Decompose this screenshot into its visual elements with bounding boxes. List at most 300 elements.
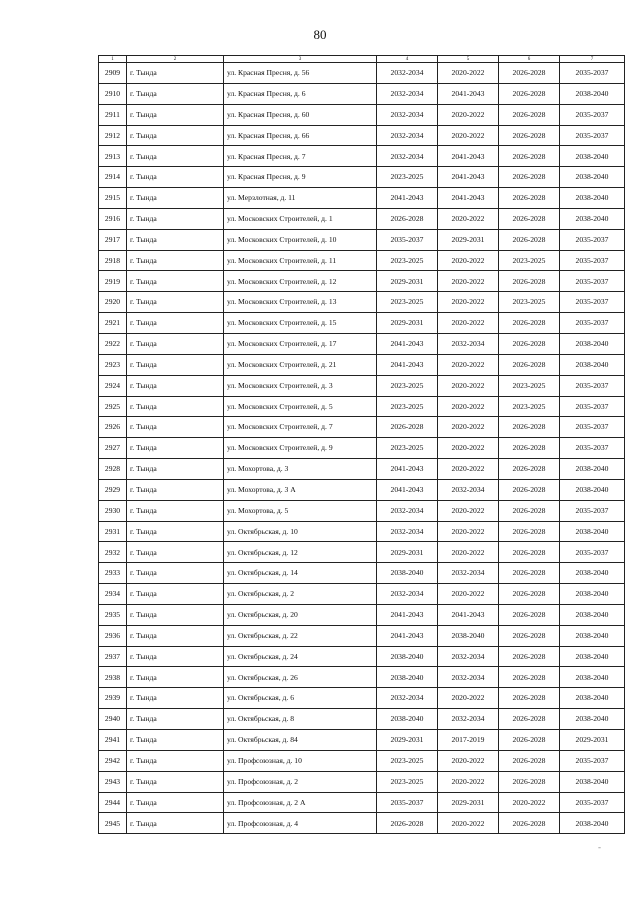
row-number-cell: 2913: [99, 146, 127, 167]
city-cell: г. Тында: [127, 417, 224, 438]
address-cell: ул. Московских Строителей, д. 11: [224, 250, 377, 271]
row-number-cell: 2940: [99, 709, 127, 730]
table-row: [99, 521, 625, 542]
period-4-cell: 2035-2037: [560, 125, 625, 146]
city-cell: г. Тында: [127, 730, 224, 751]
address-cell: ул. Мохортова, д. 5: [224, 500, 377, 521]
table-row: [99, 104, 625, 125]
period-1-cell: 2023-2025: [377, 438, 438, 459]
period-3-cell: 2026-2028: [499, 584, 560, 605]
city-cell: г. Тында: [127, 375, 224, 396]
period-1-cell: 2038-2040: [377, 646, 438, 667]
period-1-cell: 2041-2043: [377, 625, 438, 646]
row-number-cell: 2927: [99, 438, 127, 459]
period-4-cell: 2035-2037: [560, 750, 625, 771]
period-1-cell: 2041-2043: [377, 604, 438, 625]
row-number-cell: 2915: [99, 188, 127, 209]
period-1-cell: 2041-2043: [377, 479, 438, 500]
row-number-cell: 2919: [99, 271, 127, 292]
period-1-cell: 2029-2031: [377, 730, 438, 751]
period-2-cell: 2038-2040: [438, 625, 499, 646]
table-row: [99, 584, 625, 605]
city-cell: г. Тында: [127, 459, 224, 480]
period-2-cell: 2020-2022: [438, 375, 499, 396]
city-cell: г. Тында: [127, 521, 224, 542]
address-cell: ул. Московских Строителей, д. 13: [224, 292, 377, 313]
table-row: [99, 500, 625, 521]
period-1-cell: 2023-2025: [377, 167, 438, 188]
row-number-cell: 2938: [99, 667, 127, 688]
period-4-cell: 2038-2040: [560, 459, 625, 480]
period-3-cell: 2026-2028: [499, 625, 560, 646]
address-cell: ул. Мохортова, д. 3: [224, 459, 377, 480]
address-cell: ул. Октябрьская, д. 12: [224, 542, 377, 563]
period-3-cell: 2023-2025: [499, 250, 560, 271]
address-cell: ул. Московских Строителей, д. 21: [224, 354, 377, 375]
table-row: [99, 563, 625, 584]
address-cell: ул. Октябрьская, д. 22: [224, 625, 377, 646]
city-cell: г. Тында: [127, 646, 224, 667]
address-cell: ул. Октябрьская, д. 6: [224, 688, 377, 709]
row-number-cell: 2924: [99, 375, 127, 396]
period-3-cell: 2026-2028: [499, 563, 560, 584]
city-cell: г. Тында: [127, 584, 224, 605]
table-row: [99, 313, 625, 334]
period-2-cell: 2020-2022: [438, 521, 499, 542]
scan-mark: -: [598, 842, 601, 852]
address-cell: ул. Красная Пресня, д. 56: [224, 63, 377, 84]
period-4-cell: 2038-2040: [560, 521, 625, 542]
period-3-cell: 2026-2028: [499, 813, 560, 834]
row-number-cell: 2926: [99, 417, 127, 438]
table-row: [99, 375, 625, 396]
period-4-cell: 2038-2040: [560, 208, 625, 229]
row-number-cell: 2922: [99, 333, 127, 354]
period-4-cell: 2038-2040: [560, 667, 625, 688]
period-1-cell: 2035-2037: [377, 792, 438, 813]
address-cell: ул. Красная Пресня, д. 60: [224, 104, 377, 125]
row-number-cell: 2914: [99, 167, 127, 188]
city-cell: г. Тында: [127, 500, 224, 521]
table-row: [99, 750, 625, 771]
column-number: 2: [127, 56, 224, 63]
period-3-cell: 2026-2028: [499, 521, 560, 542]
period-3-cell: 2026-2028: [499, 459, 560, 480]
period-3-cell: 2026-2028: [499, 709, 560, 730]
row-number-cell: 2944: [99, 792, 127, 813]
period-3-cell: 2026-2028: [499, 167, 560, 188]
period-3-cell: 2026-2028: [499, 771, 560, 792]
table-row: [99, 125, 625, 146]
city-cell: г. Тында: [127, 313, 224, 334]
table-row: [99, 188, 625, 209]
period-2-cell: 2020-2022: [438, 438, 499, 459]
period-2-cell: 2020-2022: [438, 63, 499, 84]
period-2-cell: 2020-2022: [438, 292, 499, 313]
period-2-cell: 2029-2031: [438, 229, 499, 250]
table-row: [99, 459, 625, 480]
period-2-cell: 2020-2022: [438, 813, 499, 834]
city-cell: г. Тында: [127, 688, 224, 709]
city-cell: г. Тында: [127, 125, 224, 146]
period-3-cell: 2026-2028: [499, 83, 560, 104]
period-2-cell: 2020-2022: [438, 271, 499, 292]
address-cell: ул. Октябрьская, д. 14: [224, 563, 377, 584]
period-1-cell: 2032-2034: [377, 688, 438, 709]
period-1-cell: 2041-2043: [377, 333, 438, 354]
period-2-cell: 2020-2022: [438, 417, 499, 438]
column-number-row: [99, 56, 625, 63]
table-row: [99, 417, 625, 438]
period-4-cell: 2035-2037: [560, 250, 625, 271]
period-4-cell: 2038-2040: [560, 83, 625, 104]
page-number: 80: [313, 27, 327, 42]
period-4-cell: 2038-2040: [560, 688, 625, 709]
row-number-cell: 2929: [99, 479, 127, 500]
table-row: [99, 792, 625, 813]
address-cell: ул. Октябрьская, д. 26: [224, 667, 377, 688]
period-4-cell: 2035-2037: [560, 104, 625, 125]
row-number-cell: 2925: [99, 396, 127, 417]
period-4-cell: 2035-2037: [560, 271, 625, 292]
period-3-cell: 2026-2028: [499, 417, 560, 438]
row-number-cell: 2916: [99, 208, 127, 229]
period-4-cell: 2035-2037: [560, 417, 625, 438]
period-2-cell: 2020-2022: [438, 459, 499, 480]
row-number-cell: 2928: [99, 459, 127, 480]
table-row: [99, 146, 625, 167]
period-2-cell: 2020-2022: [438, 584, 499, 605]
period-1-cell: 2035-2037: [377, 229, 438, 250]
address-cell: ул. Красная Пресня, д. 6: [224, 83, 377, 104]
city-cell: г. Тында: [127, 146, 224, 167]
period-3-cell: 2026-2028: [499, 271, 560, 292]
city-cell: г. Тында: [127, 63, 224, 84]
period-2-cell: 2020-2022: [438, 354, 499, 375]
row-number-cell: 2932: [99, 542, 127, 563]
period-1-cell: 2026-2028: [377, 208, 438, 229]
period-4-cell: 2035-2037: [560, 292, 625, 313]
table-row: [99, 688, 625, 709]
address-cell: ул. Московских Строителей, д. 7: [224, 417, 377, 438]
period-3-cell: 2026-2028: [499, 667, 560, 688]
period-2-cell: 2032-2034: [438, 479, 499, 500]
address-cell: ул. Красная Пресня, д. 7: [224, 146, 377, 167]
period-1-cell: 2029-2031: [377, 271, 438, 292]
city-cell: г. Тында: [127, 438, 224, 459]
city-cell: г. Тында: [127, 563, 224, 584]
period-4-cell: 2035-2037: [560, 63, 625, 84]
address-cell: ул. Красная Пресня, д. 66: [224, 125, 377, 146]
period-2-cell: 2020-2022: [438, 750, 499, 771]
period-4-cell: 2038-2040: [560, 646, 625, 667]
period-1-cell: 2032-2034: [377, 125, 438, 146]
period-1-cell: 2041-2043: [377, 188, 438, 209]
period-4-cell: 2038-2040: [560, 188, 625, 209]
period-1-cell: 2032-2034: [377, 521, 438, 542]
period-1-cell: 2041-2043: [377, 354, 438, 375]
city-cell: г. Тында: [127, 813, 224, 834]
period-3-cell: 2023-2025: [499, 375, 560, 396]
period-3-cell: 2026-2028: [499, 354, 560, 375]
period-2-cell: 2020-2022: [438, 208, 499, 229]
period-4-cell: 2038-2040: [560, 709, 625, 730]
period-1-cell: 2029-2031: [377, 313, 438, 334]
city-cell: г. Тында: [127, 479, 224, 500]
table-row: [99, 542, 625, 563]
address-cell: ул. Мерзлотная, д. 11: [224, 188, 377, 209]
row-number-cell: 2921: [99, 313, 127, 334]
city-cell: г. Тында: [127, 354, 224, 375]
period-2-cell: 2020-2022: [438, 250, 499, 271]
row-number-cell: 2935: [99, 604, 127, 625]
row-number-cell: 2934: [99, 584, 127, 605]
period-1-cell: 2023-2025: [377, 396, 438, 417]
period-4-cell: 2029-2031: [560, 730, 625, 751]
period-4-cell: 2035-2037: [560, 438, 625, 459]
table-row: [99, 63, 625, 84]
data-table: [98, 55, 625, 834]
period-2-cell: 2017-2019: [438, 730, 499, 751]
city-cell: г. Тында: [127, 83, 224, 104]
period-1-cell: 2032-2034: [377, 584, 438, 605]
period-3-cell: 2026-2028: [499, 208, 560, 229]
row-number-cell: 2943: [99, 771, 127, 792]
table-row: [99, 438, 625, 459]
table-row: [99, 229, 625, 250]
period-4-cell: 2038-2040: [560, 625, 625, 646]
address-cell: ул. Московских Строителей, д. 12: [224, 271, 377, 292]
row-number-cell: 2909: [99, 63, 127, 84]
city-cell: г. Тында: [127, 750, 224, 771]
period-4-cell: 2038-2040: [560, 584, 625, 605]
period-4-cell: 2038-2040: [560, 479, 625, 500]
period-3-cell: 2026-2028: [499, 542, 560, 563]
period-4-cell: 2035-2037: [560, 229, 625, 250]
city-cell: г. Тында: [127, 208, 224, 229]
column-number: 3: [224, 56, 377, 63]
city-cell: г. Тында: [127, 604, 224, 625]
period-3-cell: 2026-2028: [499, 104, 560, 125]
period-2-cell: 2020-2022: [438, 313, 499, 334]
period-2-cell: 2020-2022: [438, 396, 499, 417]
city-cell: г. Тында: [127, 104, 224, 125]
period-2-cell: 2032-2034: [438, 333, 499, 354]
period-2-cell: 2041-2043: [438, 83, 499, 104]
city-cell: г. Тында: [127, 771, 224, 792]
column-number: 1: [99, 56, 127, 63]
city-cell: г. Тында: [127, 188, 224, 209]
row-number-cell: 2911: [99, 104, 127, 125]
period-1-cell: 2032-2034: [377, 83, 438, 104]
table-row: [99, 292, 625, 313]
table-row: [99, 813, 625, 834]
period-4-cell: 2038-2040: [560, 354, 625, 375]
period-3-cell: 2026-2028: [499, 438, 560, 459]
city-cell: г. Тында: [127, 167, 224, 188]
period-2-cell: 2020-2022: [438, 500, 499, 521]
period-3-cell: 2026-2028: [499, 146, 560, 167]
city-cell: г. Тында: [127, 271, 224, 292]
table-row: [99, 271, 625, 292]
row-number-cell: 2937: [99, 646, 127, 667]
city-cell: г. Тында: [127, 396, 224, 417]
column-number: 6: [499, 56, 560, 63]
period-2-cell: 2032-2034: [438, 646, 499, 667]
city-cell: г. Тында: [127, 542, 224, 563]
table-row: [99, 333, 625, 354]
address-cell: ул. Мохортова, д. 3 А: [224, 479, 377, 500]
period-3-cell: 2026-2028: [499, 500, 560, 521]
period-1-cell: 2041-2043: [377, 459, 438, 480]
row-number-cell: 2918: [99, 250, 127, 271]
address-cell: ул. Московских Строителей, д. 3: [224, 375, 377, 396]
table-row: [99, 250, 625, 271]
table-row: [99, 208, 625, 229]
address-cell: ул. Октябрьская, д. 2: [224, 584, 377, 605]
period-2-cell: 2041-2043: [438, 604, 499, 625]
period-1-cell: 2032-2034: [377, 500, 438, 521]
address-cell: ул. Профсоюзная, д. 10: [224, 750, 377, 771]
period-2-cell: 2020-2022: [438, 688, 499, 709]
period-1-cell: 2023-2025: [377, 771, 438, 792]
period-1-cell: 2038-2040: [377, 667, 438, 688]
row-number-cell: 2945: [99, 813, 127, 834]
table-row: [99, 167, 625, 188]
column-number: 4: [377, 56, 438, 63]
address-cell: ул. Октябрьская, д. 84: [224, 730, 377, 751]
period-4-cell: 2035-2037: [560, 396, 625, 417]
period-1-cell: 2023-2025: [377, 375, 438, 396]
period-4-cell: 2035-2037: [560, 500, 625, 521]
period-4-cell: 2038-2040: [560, 813, 625, 834]
period-1-cell: 2026-2028: [377, 813, 438, 834]
address-cell: ул. Московских Строителей, д. 15: [224, 313, 377, 334]
address-cell: ул. Профсоюзная, д. 2: [224, 771, 377, 792]
period-3-cell: 2026-2028: [499, 333, 560, 354]
city-cell: г. Тында: [127, 229, 224, 250]
table-row: [99, 771, 625, 792]
period-1-cell: 2032-2034: [377, 104, 438, 125]
row-number-cell: 2917: [99, 229, 127, 250]
address-cell: ул. Октябрьская, д. 24: [224, 646, 377, 667]
address-cell: ул. Октябрьская, д. 8: [224, 709, 377, 730]
period-3-cell: 2026-2028: [499, 646, 560, 667]
period-2-cell: 2032-2034: [438, 667, 499, 688]
table-row: [99, 730, 625, 751]
row-number-cell: 2923: [99, 354, 127, 375]
address-cell: ул. Московских Строителей, д. 9: [224, 438, 377, 459]
city-cell: г. Тында: [127, 625, 224, 646]
row-number-cell: 2939: [99, 688, 127, 709]
address-cell: ул. Профсоюзная, д. 4: [224, 813, 377, 834]
row-number-cell: 2941: [99, 730, 127, 751]
period-4-cell: 2035-2037: [560, 375, 625, 396]
period-1-cell: 2023-2025: [377, 250, 438, 271]
period-1-cell: 2032-2034: [377, 146, 438, 167]
address-cell: ул. Московских Строителей, д. 10: [224, 229, 377, 250]
period-2-cell: 2029-2031: [438, 792, 499, 813]
table-row: [99, 354, 625, 375]
period-3-cell: 2026-2028: [499, 63, 560, 84]
row-number-cell: 2936: [99, 625, 127, 646]
row-number-cell: 2910: [99, 83, 127, 104]
table-row: [99, 479, 625, 500]
row-number-cell: 2912: [99, 125, 127, 146]
period-4-cell: 2038-2040: [560, 167, 625, 188]
row-number-cell: 2942: [99, 750, 127, 771]
row-number-cell: 2933: [99, 563, 127, 584]
period-2-cell: 2020-2022: [438, 104, 499, 125]
period-2-cell: 2041-2043: [438, 167, 499, 188]
city-cell: г. Тында: [127, 709, 224, 730]
address-cell: ул. Октябрьская, д. 20: [224, 604, 377, 625]
period-3-cell: 2023-2025: [499, 396, 560, 417]
period-2-cell: 2041-2043: [438, 188, 499, 209]
period-1-cell: 2023-2025: [377, 292, 438, 313]
period-2-cell: 2020-2022: [438, 125, 499, 146]
address-cell: ул. Московских Строителей, д. 5: [224, 396, 377, 417]
period-3-cell: 2026-2028: [499, 604, 560, 625]
city-cell: г. Тында: [127, 667, 224, 688]
city-cell: г. Тында: [127, 250, 224, 271]
city-cell: г. Тында: [127, 292, 224, 313]
period-3-cell: 2023-2025: [499, 292, 560, 313]
table-row: [99, 83, 625, 104]
period-3-cell: 2026-2028: [499, 730, 560, 751]
address-cell: ул. Московских Строителей, д. 1: [224, 208, 377, 229]
period-2-cell: 2020-2022: [438, 771, 499, 792]
period-3-cell: 2026-2028: [499, 313, 560, 334]
address-cell: ул. Октябрьская, д. 10: [224, 521, 377, 542]
period-2-cell: 2020-2022: [438, 542, 499, 563]
period-4-cell: 2038-2040: [560, 771, 625, 792]
table-row: [99, 667, 625, 688]
column-number: 5: [438, 56, 499, 63]
city-cell: г. Тында: [127, 792, 224, 813]
address-cell: ул. Профсоюзная, д. 2 А: [224, 792, 377, 813]
period-1-cell: 2032-2034: [377, 63, 438, 84]
period-1-cell: 2029-2031: [377, 542, 438, 563]
period-3-cell: 2026-2028: [499, 229, 560, 250]
period-4-cell: 2038-2040: [560, 604, 625, 625]
period-1-cell: 2026-2028: [377, 417, 438, 438]
period-4-cell: 2035-2037: [560, 542, 625, 563]
row-number-cell: 2920: [99, 292, 127, 313]
table-row: [99, 604, 625, 625]
period-3-cell: 2026-2028: [499, 479, 560, 500]
period-4-cell: 2035-2037: [560, 313, 625, 334]
column-number: 7: [560, 56, 625, 63]
period-1-cell: 2023-2025: [377, 750, 438, 771]
row-number-cell: 2931: [99, 521, 127, 542]
table-row: [99, 709, 625, 730]
period-3-cell: 2020-2022: [499, 792, 560, 813]
period-1-cell: 2038-2040: [377, 563, 438, 584]
period-3-cell: 2026-2028: [499, 125, 560, 146]
period-2-cell: 2032-2034: [438, 709, 499, 730]
period-4-cell: 2035-2037: [560, 792, 625, 813]
table-row: [99, 396, 625, 417]
city-cell: г. Тында: [127, 333, 224, 354]
address-cell: ул. Московских Строителей, д. 17: [224, 333, 377, 354]
period-1-cell: 2038-2040: [377, 709, 438, 730]
address-cell: ул. Красная Пресня, д. 9: [224, 167, 377, 188]
period-4-cell: 2038-2040: [560, 146, 625, 167]
period-3-cell: 2026-2028: [499, 188, 560, 209]
table-row: [99, 646, 625, 667]
period-2-cell: 2041-2043: [438, 146, 499, 167]
